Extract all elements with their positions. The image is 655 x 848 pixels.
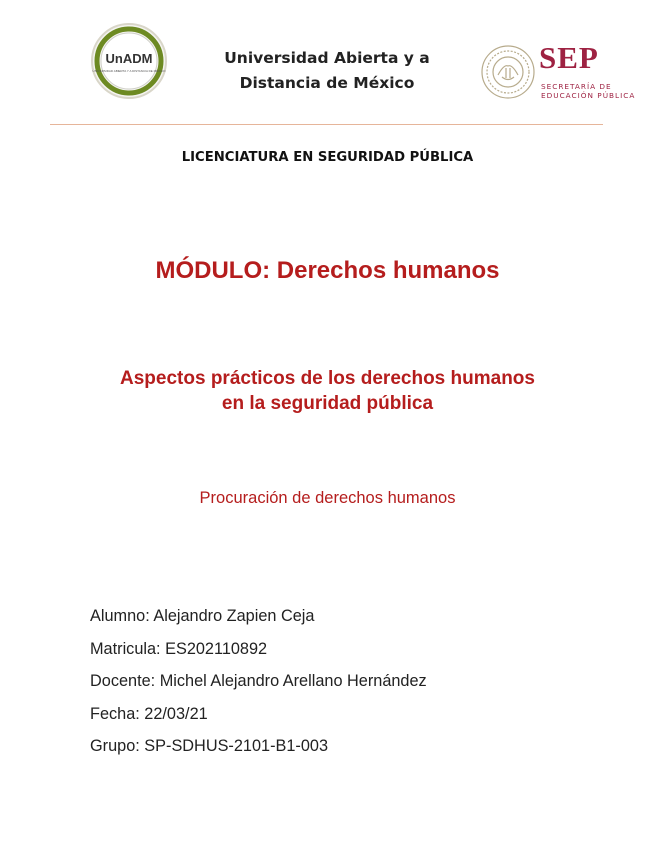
module-title: MÓDULO: Derechos humanos (155, 257, 500, 284)
sep-logo-subtext-line2: EDUCACIÓN PÚBLICA (541, 91, 636, 100)
unadm-logo-subtext: UNIVERSIDAD ABIERTA Y A DISTANCIA DE MÉXICO (92, 69, 166, 73)
header-divider (50, 124, 603, 125)
university-name-line1: Universidad Abierta y a (224, 49, 430, 67)
student-name: Alumno: Alejandro Zapien Ceja (90, 607, 315, 625)
university-name-line2: Distancia de México (239, 74, 415, 92)
teacher-name: Docente: Michel Alejandro Arellano Hernández (90, 672, 427, 690)
eagle-seal-icon (480, 44, 536, 100)
group: Grupo: SP-SDHUS-2101-B1-003 (90, 737, 328, 755)
program-title: LICENCIATURA EN SEGURIDAD PÚBLICA (181, 150, 474, 165)
sep-logo-text: SEP (539, 40, 599, 75)
topic-title (0, 366, 655, 416)
date: Fecha: 22/03/21 (90, 704, 208, 723)
topic-title-line2: en la seguridad pública (221, 393, 434, 414)
university-name (196, 46, 458, 96)
activity-title: Procuración de derechos humanos (199, 489, 456, 507)
sep-logo-subtext (541, 82, 635, 100)
unadm-logo (88, 22, 170, 100)
student-info (90, 604, 427, 767)
sep-logo-subtext-line1: SECRETARÍA DE (541, 82, 612, 91)
topic-title-line1: Aspectos prácticos de los derechos humanos (120, 368, 535, 389)
unadm-logo-text: UnADM (105, 51, 153, 66)
student-id: Matricula: ES202110892 (90, 639, 268, 658)
